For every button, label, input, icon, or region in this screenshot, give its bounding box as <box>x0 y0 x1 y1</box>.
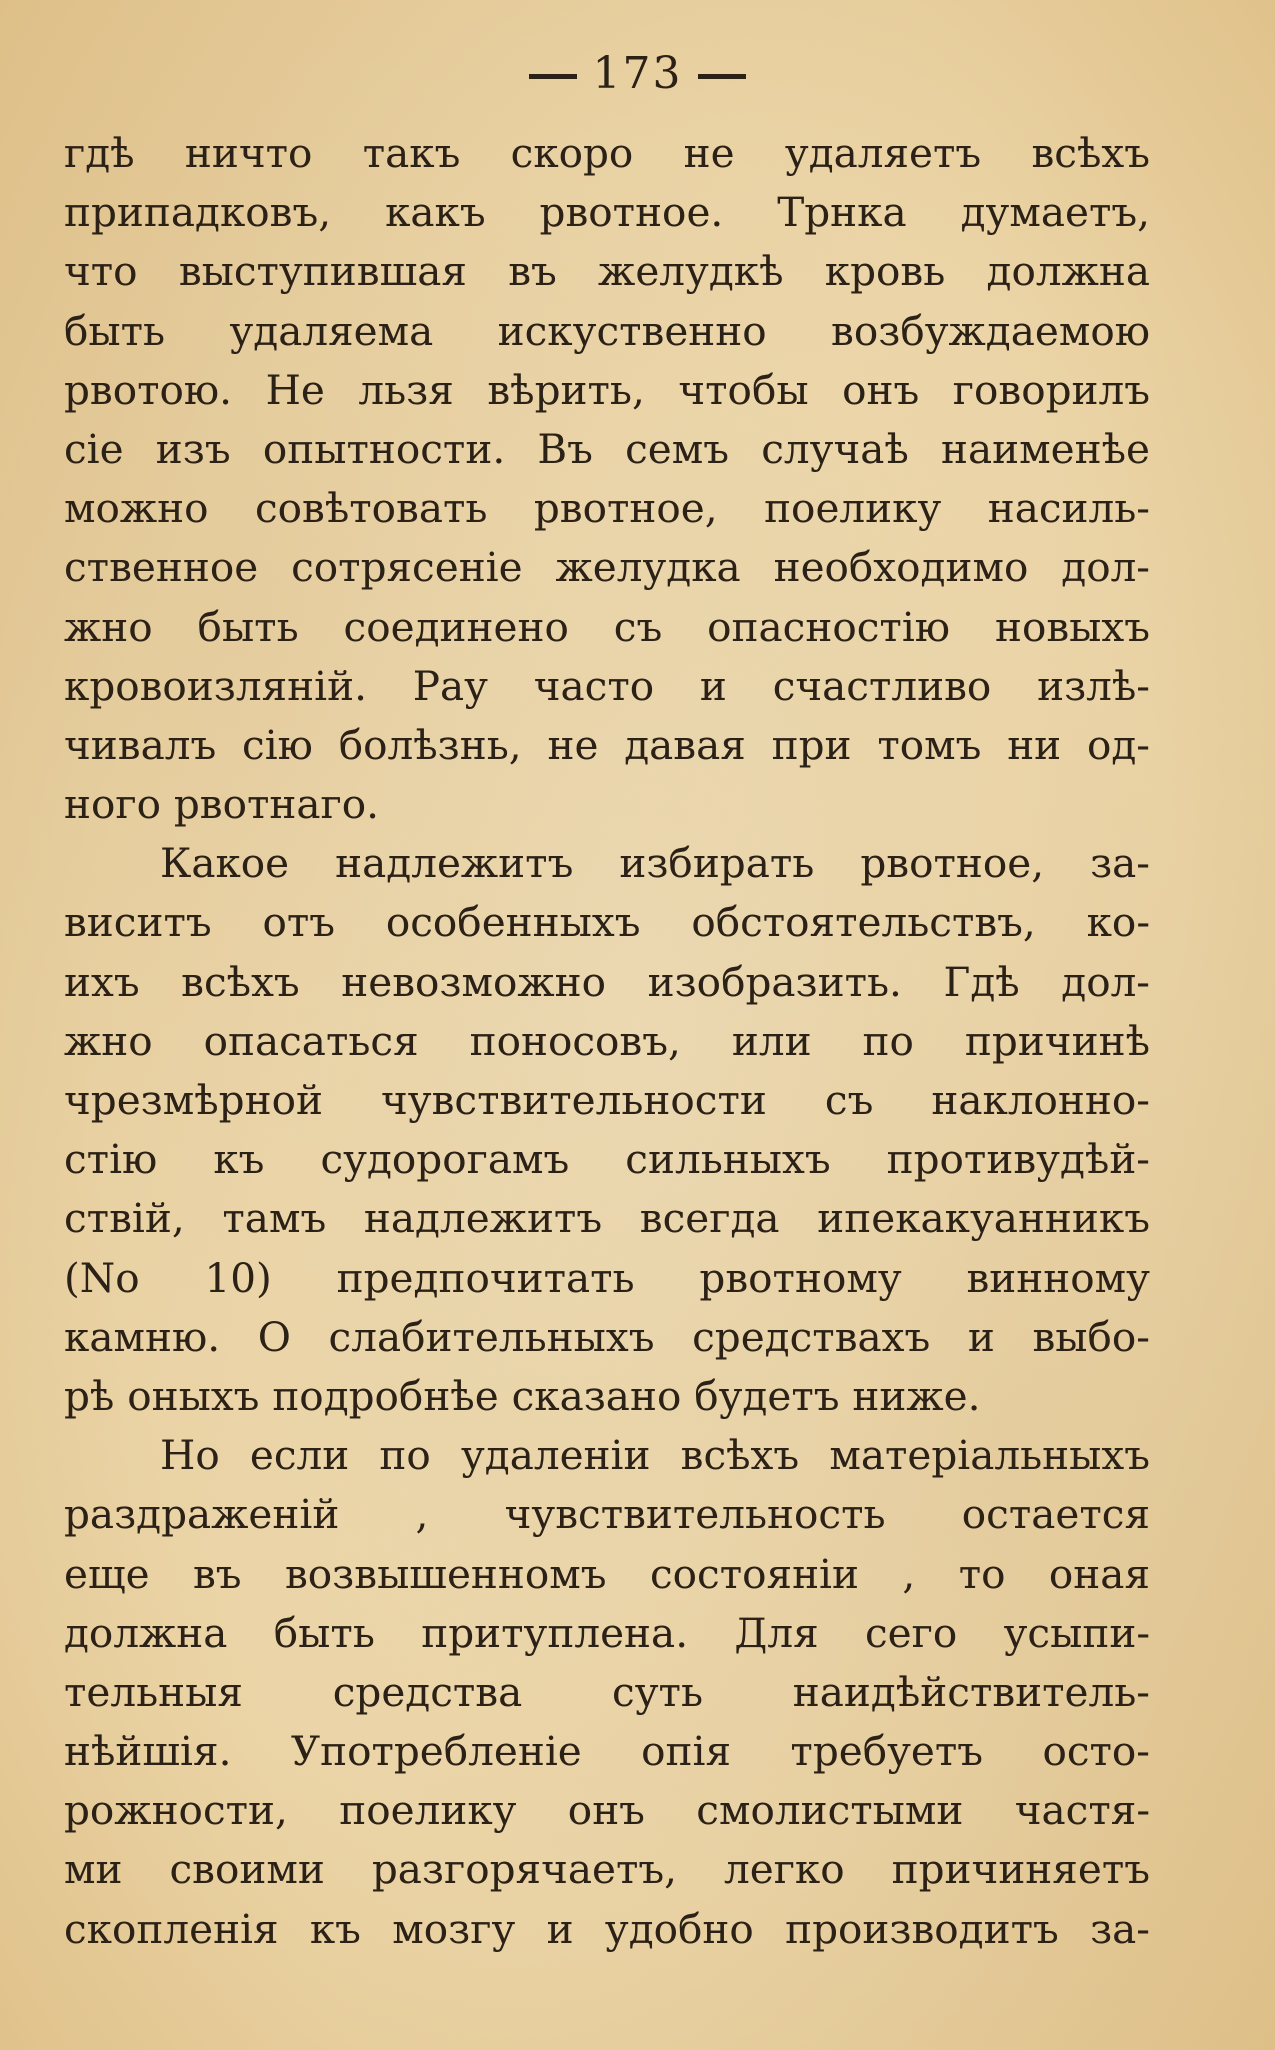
text-line: жно опасаться поносовъ, или по причинѣ <box>64 1016 1150 1065</box>
text-line: припадковъ, какъ рвотное. Трнка думаетъ, <box>64 188 1150 237</box>
text-line: тельныя средства суть наидѣйствитель- <box>64 1667 1150 1716</box>
text-line: гдѣ ничто такъ скоро не удаляетъ всѣхъ <box>64 129 1150 177</box>
text-line: Но если по удаленіи всѣхъ матеріальныхъ <box>160 1431 1150 1480</box>
text-line: рѣ оныхъ подробнѣе сказано будетъ ниже. <box>64 1371 981 1420</box>
text-line: чрезмѣрной чувствительности съ наклонно- <box>64 1076 1150 1124</box>
paragraph-2 <box>64 834 1150 1426</box>
text-line: еще въ возвышенномъ состояніи , то оная <box>64 1549 1150 1598</box>
text-line: ственное сотрясеніе желудка необходимо дол- <box>64 543 1150 592</box>
text-line: рвотою. Не льзя вѣрить, чтобы онъ говорилъ <box>64 365 1150 414</box>
text-line: виситъ отъ особенныхъ обстоятельствъ, ко- <box>64 898 1150 947</box>
text-line: кровоизляній. Рау часто и счастливо излѣ- <box>64 661 1150 710</box>
text-line: быть удаляема искуственно возбуждаемою <box>64 306 1150 355</box>
paragraph-1 <box>64 124 1150 834</box>
text-line: раздраженій , чувствительность остается <box>64 1490 1150 1539</box>
text-line: рожности, поелику онъ смолистыми частя- <box>64 1786 1150 1835</box>
paragraph-3 <box>64 1426 1150 1959</box>
text-line: ного рвотнаго. <box>64 780 379 829</box>
text-line: скопленія къ мозгу и удобно производитъ за- <box>64 1904 1150 1953</box>
text-line: сіе изъ опытности. Въ семъ случаѣ наименѣе <box>64 424 1150 473</box>
page-number: 173 <box>592 48 683 99</box>
text-line: жно быть соединено съ опасностію новыхъ <box>64 602 1150 651</box>
header-dash-right <box>698 74 746 79</box>
text-line: ихъ всѣхъ невозможно изобразить. Гдѣ дол- <box>64 957 1150 1006</box>
text-line: нѣйшія. Употребленіе опія требуетъ осто- <box>64 1727 1150 1776</box>
text-line: можно совѣтовать рвотное, поелику насиль- <box>64 484 1150 533</box>
text-line: что выступившая въ желудкѣ кровь должна <box>64 247 1150 296</box>
text-line: камню. О слабительныхъ средствахъ и выбо- <box>64 1312 1150 1361</box>
text-line: (No 10) предпочитать рвотному винному <box>64 1253 1150 1302</box>
text-line: ствій, тамъ надлежитъ всегда ипекакуанникъ <box>64 1194 1150 1243</box>
text-line: чивалъ сію болѣзнь, не давая при томъ ни од- <box>64 720 1150 769</box>
text-line: должна быть притуплена. Для сего усыпи- <box>64 1608 1150 1657</box>
body-text <box>64 124 1150 1959</box>
text-line: стію къ судорогамъ сильныхъ противудѣй- <box>64 1135 1150 1184</box>
text-line: Какое надлежитъ избирать рвотное, за- <box>160 839 1150 888</box>
text-line: ми своими разгорячаетъ, легко причиняетъ <box>64 1845 1150 1894</box>
header-dash-left <box>529 74 577 79</box>
page-number-header <box>0 48 1275 99</box>
